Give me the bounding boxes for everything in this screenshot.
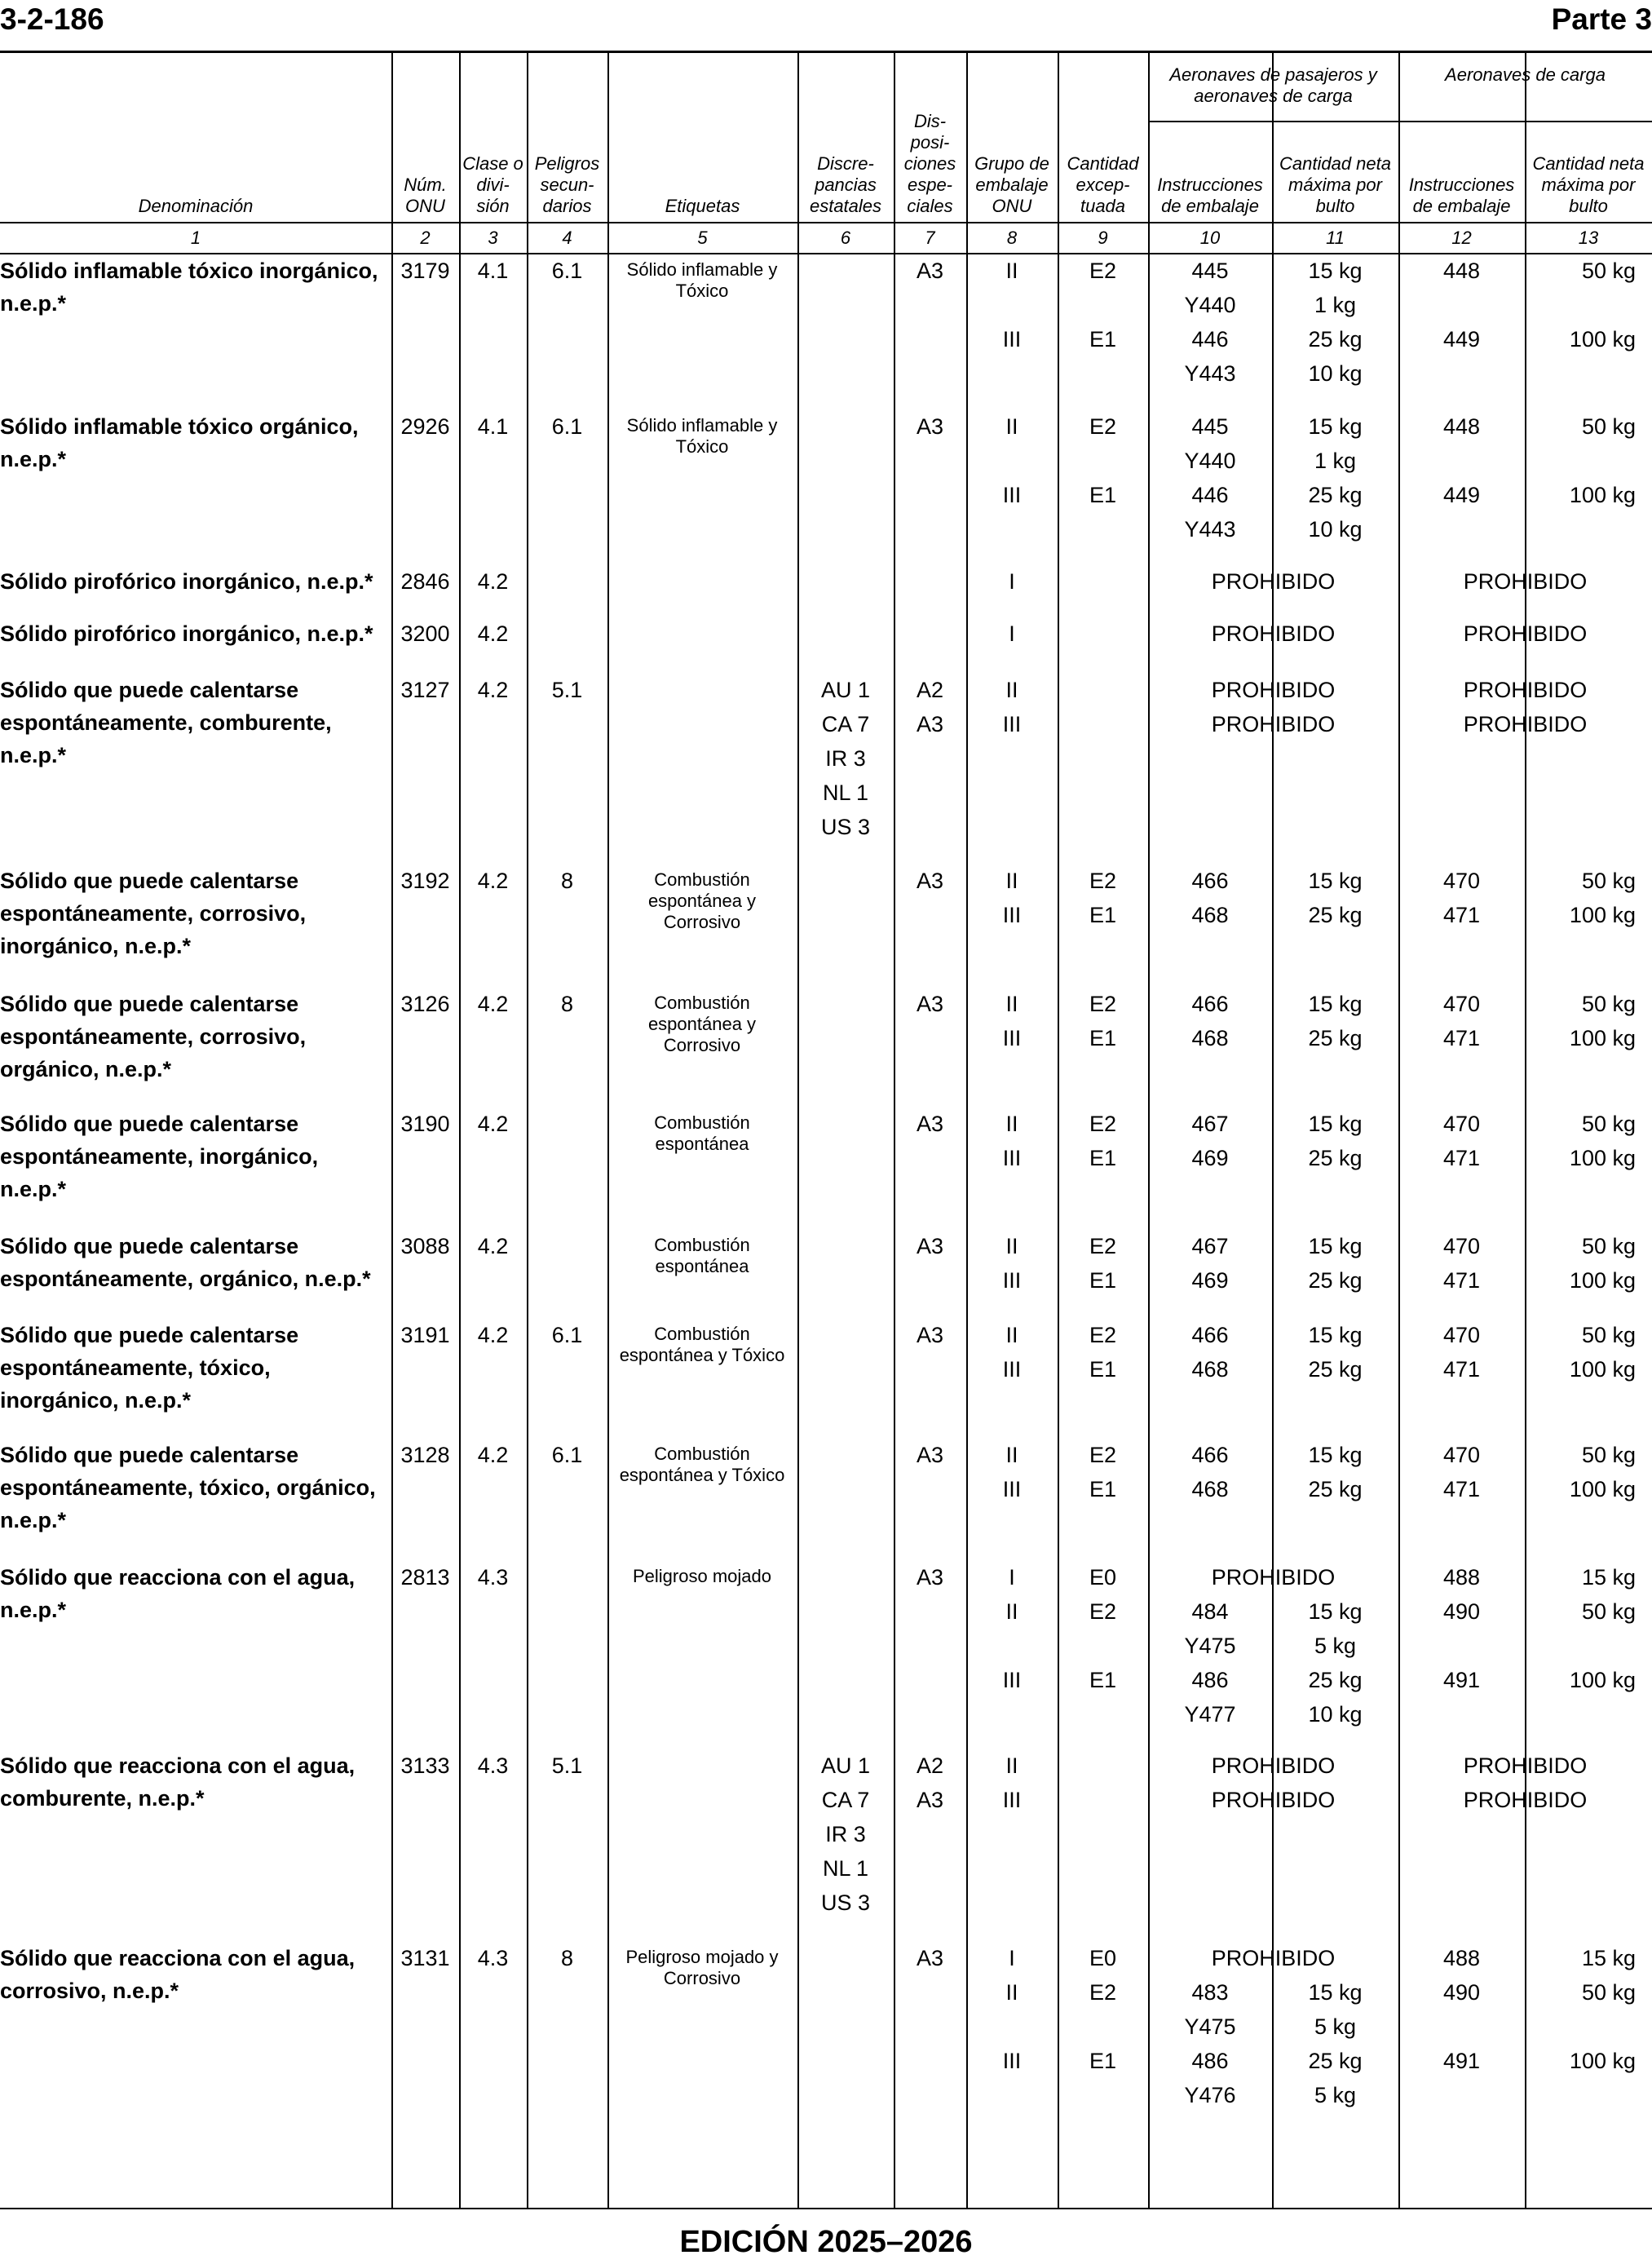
substance-name: Sólido que reacciona con el agua, corrosivo, n.e.p.* <box>0 1946 356 2003</box>
class-division: 4.2 <box>477 1112 509 1136</box>
hazard-label: Combustión espontánea y Tóxico <box>619 1444 785 1485</box>
excepted-quantity: E2 <box>1089 1599 1117 1624</box>
state-variation: US 3 <box>820 815 871 839</box>
packing-group: II <box>1005 1980 1018 2005</box>
cargo-packing-instruction: 470 <box>1442 992 1481 1016</box>
passenger-packing-instruction: 466 <box>1191 1323 1229 1347</box>
part-label: Parte 3 <box>1551 2 1652 36</box>
class-division: 4.3 <box>477 1753 509 1778</box>
excepted-quantity: E2 <box>1089 1443 1117 1467</box>
passenger-packing-instruction: Y477 <box>1184 1702 1236 1727</box>
passenger-packing-instruction: Y475 <box>1184 1634 1236 1658</box>
table-bottom-rule <box>0 2208 1652 2209</box>
passenger-max-net-quantity: 5 kg <box>1314 2014 1357 2039</box>
class-division: 4.3 <box>477 1565 509 1590</box>
cargo-packing-instruction: 471 <box>1442 903 1481 927</box>
cargo-packing-instruction: 470 <box>1442 1234 1481 1258</box>
group-header-cargo: Aeronaves de carga <box>1445 64 1606 85</box>
substance-name: Sólido que reacciona con el agua, comburente, n.e.p.* <box>0 1753 356 1811</box>
passenger-packing-instruction: 468 <box>1191 1357 1229 1382</box>
substance-name: Sólido que puede calentarse espontáneamente, corrosivo, inorgánico, n.e.p.* <box>0 869 307 958</box>
cargo-prohibited: PROHIBIDO <box>1463 1788 1588 1812</box>
excepted-quantity: E1 <box>1089 1268 1117 1293</box>
subsidiary-hazard: 6.1 <box>551 1323 583 1347</box>
class-division: 4.3 <box>477 1946 509 1970</box>
excepted-quantity: E0 <box>1089 1565 1117 1590</box>
passenger-max-net-quantity: 10 kg <box>1308 517 1363 542</box>
packing-group: II <box>1005 1753 1018 1778</box>
subsidiary-hazard: 6.1 <box>551 1443 583 1467</box>
cargo-packing-instruction: 490 <box>1442 1980 1481 2005</box>
passenger-max-net-quantity: 25 kg <box>1308 1357 1363 1382</box>
excepted-quantity: E2 <box>1089 992 1117 1016</box>
subsidiary-hazard: 5.1 <box>551 1753 583 1778</box>
cargo-packing-instruction: 488 <box>1442 1946 1481 1970</box>
passenger-packing-instruction: 467 <box>1191 1112 1229 1136</box>
passenger-packing-instruction: Y476 <box>1184 2083 1236 2107</box>
row-divider <box>1148 121 1652 122</box>
hazard-label: Combustión espontánea y Corrosivo <box>647 869 757 932</box>
special-provision: A3 <box>916 1323 944 1347</box>
cargo-packing-instruction: 471 <box>1442 1477 1481 1501</box>
substance-name: Sólido que puede calentarse espontáneamente, corrosivo, orgánico, n.e.p.* <box>0 992 307 1081</box>
packing-group: III <box>1002 327 1022 352</box>
special-provision: A2 <box>916 678 944 702</box>
excepted-quantity: E1 <box>1089 327 1117 352</box>
cargo-max-net-quantity: 100 kg <box>1569 483 1636 507</box>
excepted-quantity: E1 <box>1089 1026 1117 1050</box>
cargo-max-net-quantity: 50 kg <box>1581 1112 1636 1136</box>
special-provision: A3 <box>916 1565 944 1590</box>
hazard-label: Sólido inflamable y Tóxico <box>626 415 778 457</box>
passenger-packing-instruction: 486 <box>1191 2049 1229 2073</box>
column-number-7: 7 <box>925 228 935 248</box>
column-header-4 <box>528 56 606 217</box>
un-number: 3088 <box>400 1234 450 1258</box>
passenger-packing-instruction: 468 <box>1191 1026 1229 1050</box>
cargo-max-net-quantity: 50 kg <box>1581 869 1636 893</box>
un-number: 3133 <box>400 1753 450 1778</box>
class-division: 4.1 <box>477 259 509 283</box>
passenger-max-net-quantity: 25 kg <box>1308 327 1363 352</box>
cargo-packing-instruction: 488 <box>1442 1565 1481 1590</box>
passenger-prohibited: PROHIBIDO <box>1211 712 1336 736</box>
column-header-11 <box>1274 124 1397 217</box>
state-variation: US 3 <box>820 1890 871 1915</box>
column-header-text: Grupo de embalaje ONU <box>974 153 1049 216</box>
column-header-text: Denominación <box>138 196 254 216</box>
column-header-text: Instrucciones de embalaje <box>1157 175 1263 216</box>
cargo-packing-instruction: 470 <box>1442 1443 1481 1467</box>
packing-group: II <box>1005 869 1018 893</box>
cargo-packing-instruction: 471 <box>1442 1026 1481 1050</box>
passenger-prohibited: PROHIBIDO <box>1211 1788 1336 1812</box>
excepted-quantity: E1 <box>1089 483 1117 507</box>
cargo-prohibited: PROHIBIDO <box>1463 712 1588 736</box>
packing-group: III <box>1002 483 1022 507</box>
excepted-quantity: E1 <box>1089 1357 1117 1382</box>
passenger-max-net-quantity: 15 kg <box>1308 1234 1363 1258</box>
un-number: 2926 <box>400 414 450 439</box>
special-provision: A3 <box>916 992 944 1016</box>
cargo-max-net-quantity: 100 kg <box>1569 1357 1636 1382</box>
column-number-5: 5 <box>697 228 708 248</box>
cargo-packing-instruction: 490 <box>1442 1599 1481 1624</box>
column-header-text: Clase o divi- sión <box>462 153 523 216</box>
class-division: 4.2 <box>477 1323 509 1347</box>
column-header-6 <box>799 56 892 217</box>
class-division: 4.1 <box>477 414 509 439</box>
cargo-prohibited: PROHIBIDO <box>1463 569 1588 594</box>
column-header-text: Núm. ONU <box>404 175 447 216</box>
column-divider <box>607 53 609 2208</box>
passenger-packing-instruction: 468 <box>1191 1477 1229 1501</box>
passenger-max-net-quantity: 5 kg <box>1314 2083 1357 2107</box>
special-provision: A3 <box>916 869 944 893</box>
cargo-max-net-quantity: 50 kg <box>1581 992 1636 1016</box>
class-division: 4.2 <box>477 569 509 594</box>
substance-name: Sólido que puede calentarse espontáneamente, inorgánico, n.e.p.* <box>0 1112 319 1201</box>
column-number-11: 11 <box>1326 228 1345 248</box>
substance-name: Sólido que reacciona con el agua, n.e.p.* <box>0 1565 356 1622</box>
packing-group: I <box>1009 1946 1015 1970</box>
passenger-packing-instruction: 469 <box>1191 1146 1229 1170</box>
passenger-prohibited: PROHIBIDO <box>1211 569 1336 594</box>
substance-name: Sólido inflamable tóxico orgánico, n.e.p.* <box>0 414 359 471</box>
cargo-packing-instruction: 470 <box>1442 1323 1481 1347</box>
un-number: 3200 <box>400 621 450 646</box>
column-header-text: Cantidad neta máxima por bulto <box>1532 153 1645 216</box>
substance-name: Sólido pirofórico inorgánico, n.e.p.* <box>0 621 373 646</box>
cargo-max-net-quantity: 100 kg <box>1569 1268 1636 1293</box>
class-division: 4.2 <box>477 869 509 893</box>
passenger-packing-instruction: 446 <box>1191 483 1229 507</box>
un-number: 3192 <box>400 869 450 893</box>
un-number: 3126 <box>400 992 450 1016</box>
packing-group: III <box>1002 1788 1022 1812</box>
cargo-max-net-quantity: 100 kg <box>1569 1026 1636 1050</box>
packing-group: II <box>1005 259 1018 283</box>
passenger-max-net-quantity: 1 kg <box>1314 293 1357 317</box>
passenger-packing-instruction: 466 <box>1191 992 1229 1016</box>
packing-group: III <box>1002 1668 1022 1692</box>
packing-group: II <box>1005 414 1018 439</box>
packing-group: I <box>1009 1565 1015 1590</box>
substance-name: Sólido que puede calentarse espontáneamente, tóxico, orgánico, n.e.p.* <box>0 1443 376 1532</box>
passenger-max-net-quantity: 25 kg <box>1308 2049 1363 2073</box>
cargo-max-net-quantity: 100 kg <box>1569 1668 1636 1692</box>
passenger-packing-instruction: 484 <box>1191 1599 1229 1624</box>
packing-group: I <box>1009 569 1015 594</box>
excepted-quantity: E2 <box>1089 1323 1117 1347</box>
column-header-2 <box>393 56 457 217</box>
column-number-2: 2 <box>420 228 431 248</box>
passenger-max-net-quantity: 10 kg <box>1308 361 1363 386</box>
cargo-prohibited: PROHIBIDO <box>1463 1753 1588 1778</box>
passenger-packing-instruction: 445 <box>1191 414 1229 439</box>
excepted-quantity: E1 <box>1089 1477 1117 1501</box>
page-number: 3-2-186 <box>0 2 104 36</box>
excepted-quantity: E1 <box>1089 903 1117 927</box>
passenger-packing-instruction: 446 <box>1191 327 1229 352</box>
column-header-8 <box>968 56 1056 217</box>
cargo-max-net-quantity: 15 kg <box>1581 1565 1636 1590</box>
passenger-packing-instruction: Y440 <box>1184 449 1236 473</box>
group-header-passenger: Aeronaves de pasajeros y aeronaves de carga <box>1169 64 1377 106</box>
passenger-packing-instruction: 468 <box>1191 903 1229 927</box>
un-number: 3127 <box>400 678 450 702</box>
cargo-max-net-quantity: 100 kg <box>1569 327 1636 352</box>
passenger-packing-instruction: 486 <box>1191 1668 1229 1692</box>
passenger-prohibited: PROHIBIDO <box>1211 1565 1336 1590</box>
passenger-prohibited: PROHIBIDO <box>1211 621 1336 646</box>
column-number-3: 3 <box>488 228 498 248</box>
hazard-label: Peligroso mojado <box>633 1566 771 1586</box>
column-number-1: 1 <box>190 228 201 248</box>
packing-group: III <box>1002 903 1022 927</box>
column-header-text: Etiquetas <box>665 196 740 216</box>
hazard-label: Sólido inflamable y Tóxico <box>626 259 778 301</box>
cargo-max-net-quantity: 100 kg <box>1569 1146 1636 1170</box>
packing-group: II <box>1005 678 1018 702</box>
hazard-label: Peligroso mojado y Corrosivo <box>625 1947 779 1988</box>
column-number-4: 4 <box>562 228 572 248</box>
passenger-max-net-quantity: 25 kg <box>1308 483 1363 507</box>
column-header-12 <box>1400 124 1523 217</box>
un-number: 3131 <box>400 1946 450 1970</box>
subsidiary-hazard: 8 <box>560 992 574 1016</box>
cargo-packing-instruction: 491 <box>1442 1668 1481 1692</box>
special-provision: A3 <box>916 1788 944 1812</box>
state-variation: IR 3 <box>825 1822 866 1846</box>
passenger-max-net-quantity: 25 kg <box>1308 903 1363 927</box>
packing-group: III <box>1002 1268 1022 1293</box>
column-header-7 <box>895 56 965 217</box>
class-division: 4.2 <box>477 1443 509 1467</box>
excepted-quantity: E0 <box>1089 1946 1117 1970</box>
un-number: 2813 <box>400 1565 450 1590</box>
cargo-max-net-quantity: 50 kg <box>1581 1980 1636 2005</box>
subsidiary-hazard: 6.1 <box>551 414 583 439</box>
passenger-max-net-quantity: 25 kg <box>1308 1477 1363 1501</box>
packing-group: III <box>1002 1357 1022 1382</box>
passenger-packing-instruction: 466 <box>1191 1443 1229 1467</box>
packing-group: III <box>1002 1026 1022 1050</box>
column-number-6: 6 <box>840 228 851 248</box>
un-number: 3191 <box>400 1323 450 1347</box>
column-header-text: Instrucciones de embalaje <box>1408 175 1515 216</box>
column-number-9: 9 <box>1098 228 1108 248</box>
class-division: 4.2 <box>477 621 509 646</box>
packing-group: II <box>1005 1443 1018 1467</box>
passenger-max-net-quantity: 15 kg <box>1308 259 1363 283</box>
cargo-packing-instruction: 449 <box>1442 327 1481 352</box>
special-provision: A3 <box>916 1112 944 1136</box>
cargo-max-net-quantity: 50 kg <box>1581 414 1636 439</box>
row-divider <box>0 222 1652 223</box>
passenger-packing-instruction: Y475 <box>1184 2014 1236 2039</box>
subsidiary-hazard: 5.1 <box>551 678 583 702</box>
packing-group: III <box>1002 712 1022 736</box>
state-variation: IR 3 <box>825 746 866 771</box>
excepted-quantity: E2 <box>1089 869 1117 893</box>
special-provision: A3 <box>916 259 944 283</box>
state-variation: AU 1 <box>820 1753 871 1778</box>
column-header-5 <box>609 56 796 217</box>
cargo-prohibited: PROHIBIDO <box>1463 678 1588 702</box>
passenger-max-net-quantity: 25 kg <box>1308 1268 1363 1293</box>
passenger-max-net-quantity: 25 kg <box>1308 1026 1363 1050</box>
substance-name: Sólido que puede calentarse espontáneamente, tóxico, inorgánico, n.e.p.* <box>0 1323 299 1413</box>
substance-name: Sólido que puede calentarse espontáneamente, comburente, n.e.p.* <box>0 678 332 767</box>
cargo-max-net-quantity: 50 kg <box>1581 1234 1636 1258</box>
passenger-packing-instruction: 445 <box>1191 259 1229 283</box>
hazard-label: Combustión espontánea <box>654 1235 750 1276</box>
state-variation: CA 7 <box>821 1788 870 1812</box>
cargo-max-net-quantity: 15 kg <box>1581 1946 1636 1970</box>
passenger-packing-instruction: Y443 <box>1184 361 1236 386</box>
column-number-13: 13 <box>1578 228 1599 248</box>
packing-group: II <box>1005 1323 1018 1347</box>
column-number-10: 10 <box>1199 228 1221 248</box>
excepted-quantity: E2 <box>1089 259 1117 283</box>
column-header-9 <box>1059 56 1146 217</box>
un-number: 3190 <box>400 1112 450 1136</box>
column-number-12: 12 <box>1451 228 1472 248</box>
cargo-packing-instruction: 491 <box>1442 2049 1481 2073</box>
passenger-packing-instruction: 466 <box>1191 869 1229 893</box>
top-rule <box>0 51 1652 53</box>
class-division: 4.2 <box>477 1234 509 1258</box>
cargo-packing-instruction: 448 <box>1442 259 1481 283</box>
column-number-8: 8 <box>1006 228 1018 248</box>
passenger-packing-instruction: Y440 <box>1184 293 1236 317</box>
packing-group: III <box>1002 1477 1022 1501</box>
passenger-packing-instruction: 483 <box>1191 1980 1229 2005</box>
passenger-packing-instruction: 469 <box>1191 1268 1229 1293</box>
cargo-packing-instruction: 471 <box>1442 1146 1481 1170</box>
subsidiary-hazard: 8 <box>560 869 574 893</box>
passenger-packing-instruction: Y443 <box>1184 517 1236 542</box>
cargo-max-net-quantity: 100 kg <box>1569 2049 1636 2073</box>
passenger-packing-instruction: 467 <box>1191 1234 1229 1258</box>
excepted-quantity: E2 <box>1089 1112 1117 1136</box>
passenger-max-net-quantity: 15 kg <box>1308 1112 1363 1136</box>
cargo-prohibited: PROHIBIDO <box>1463 621 1588 646</box>
edition-footer: EDICIÓN 2025–2026 <box>679 2225 973 2259</box>
packing-group: I <box>1009 621 1015 646</box>
substance-name: Sólido pirofórico inorgánico, n.e.p.* <box>0 569 373 594</box>
passenger-prohibited: PROHIBIDO <box>1211 1753 1336 1778</box>
cargo-max-net-quantity: 100 kg <box>1569 903 1636 927</box>
special-provision: A3 <box>916 1234 944 1258</box>
state-variation: AU 1 <box>820 678 871 702</box>
state-variation: CA 7 <box>821 712 870 736</box>
cargo-packing-instruction: 471 <box>1442 1357 1481 1382</box>
cargo-packing-instruction: 471 <box>1442 1268 1481 1293</box>
cargo-max-net-quantity: 50 kg <box>1581 1443 1636 1467</box>
passenger-max-net-quantity: 5 kg <box>1314 1634 1357 1658</box>
passenger-max-net-quantity: 15 kg <box>1308 1323 1363 1347</box>
passenger-max-net-quantity: 15 kg <box>1308 869 1363 893</box>
excepted-quantity: E1 <box>1089 1668 1117 1692</box>
packing-group: II <box>1005 1234 1018 1258</box>
substance-name: Sólido que puede calentarse espontáneamente, orgánico, n.e.p.* <box>0 1234 371 1291</box>
column-header-3 <box>461 56 525 217</box>
cargo-max-net-quantity: 50 kg <box>1581 1323 1636 1347</box>
cargo-packing-instruction: 470 <box>1442 869 1481 893</box>
column-header-text: Dis- posi- ciones espe- ciales <box>903 111 956 216</box>
column-header-text: Discre- pancias estatales <box>809 153 882 216</box>
subsidiary-hazard: 6.1 <box>551 259 583 283</box>
passenger-max-net-quantity: 15 kg <box>1308 414 1363 439</box>
packing-group: II <box>1005 1599 1018 1624</box>
passenger-max-net-quantity: 15 kg <box>1308 1443 1363 1467</box>
column-header-1 <box>2 56 390 217</box>
cargo-packing-instruction: 448 <box>1442 414 1481 439</box>
passenger-prohibited: PROHIBIDO <box>1211 1946 1336 1970</box>
state-variation: NL 1 <box>822 1856 869 1881</box>
special-provision: A2 <box>916 1753 944 1778</box>
special-provision: A3 <box>916 414 944 439</box>
special-provision: A3 <box>916 712 944 736</box>
cargo-max-net-quantity: 50 kg <box>1581 259 1636 283</box>
column-header-13 <box>1526 124 1650 217</box>
hazard-label: Combustión espontánea <box>654 1112 750 1154</box>
passenger-max-net-quantity: 15 kg <box>1308 1980 1363 2005</box>
column-header-10 <box>1150 124 1270 217</box>
packing-group: II <box>1005 992 1018 1016</box>
excepted-quantity: E2 <box>1089 1234 1117 1258</box>
cargo-packing-instruction: 449 <box>1442 483 1481 507</box>
excepted-quantity: E2 <box>1089 414 1117 439</box>
column-divider <box>527 53 528 2208</box>
substance-name: Sólido inflamable tóxico inorgánico, n.e.p.* <box>0 259 378 316</box>
special-provision: A3 <box>916 1443 944 1467</box>
un-number: 2846 <box>400 569 450 594</box>
packing-group: II <box>1005 1112 1018 1136</box>
hazard-label: Combustión espontánea y Tóxico <box>619 1324 785 1365</box>
passenger-max-net-quantity: 25 kg <box>1308 1146 1363 1170</box>
un-number: 3179 <box>400 259 450 283</box>
hazard-label: Combustión espontánea y Corrosivo <box>647 993 757 1055</box>
class-division: 4.2 <box>477 678 509 702</box>
passenger-max-net-quantity: 15 kg <box>1308 992 1363 1016</box>
passenger-max-net-quantity: 15 kg <box>1308 1599 1363 1624</box>
cargo-packing-instruction: 470 <box>1442 1112 1481 1136</box>
passenger-max-net-quantity: 10 kg <box>1308 1702 1363 1727</box>
packing-group: III <box>1002 2049 1022 2073</box>
column-header-text: Peligros secun- darios <box>534 153 600 216</box>
passenger-max-net-quantity: 1 kg <box>1314 449 1357 473</box>
un-number: 3128 <box>400 1443 450 1467</box>
excepted-quantity: E1 <box>1089 2049 1117 2073</box>
passenger-max-net-quantity: 25 kg <box>1308 1668 1363 1692</box>
class-division: 4.2 <box>477 992 509 1016</box>
excepted-quantity: E1 <box>1089 1146 1117 1170</box>
state-variation: NL 1 <box>822 780 869 805</box>
passenger-prohibited: PROHIBIDO <box>1211 678 1336 702</box>
column-header-text: Cantidad excep- tuada <box>1067 153 1139 216</box>
packing-group: III <box>1002 1146 1022 1170</box>
cargo-max-net-quantity: 100 kg <box>1569 1477 1636 1501</box>
subsidiary-hazard: 8 <box>560 1946 574 1970</box>
cargo-max-net-quantity: 50 kg <box>1581 1599 1636 1624</box>
special-provision: A3 <box>916 1946 944 1970</box>
column-header-text: Cantidad neta máxima por bulto <box>1279 153 1391 216</box>
excepted-quantity: E2 <box>1089 1980 1117 2005</box>
